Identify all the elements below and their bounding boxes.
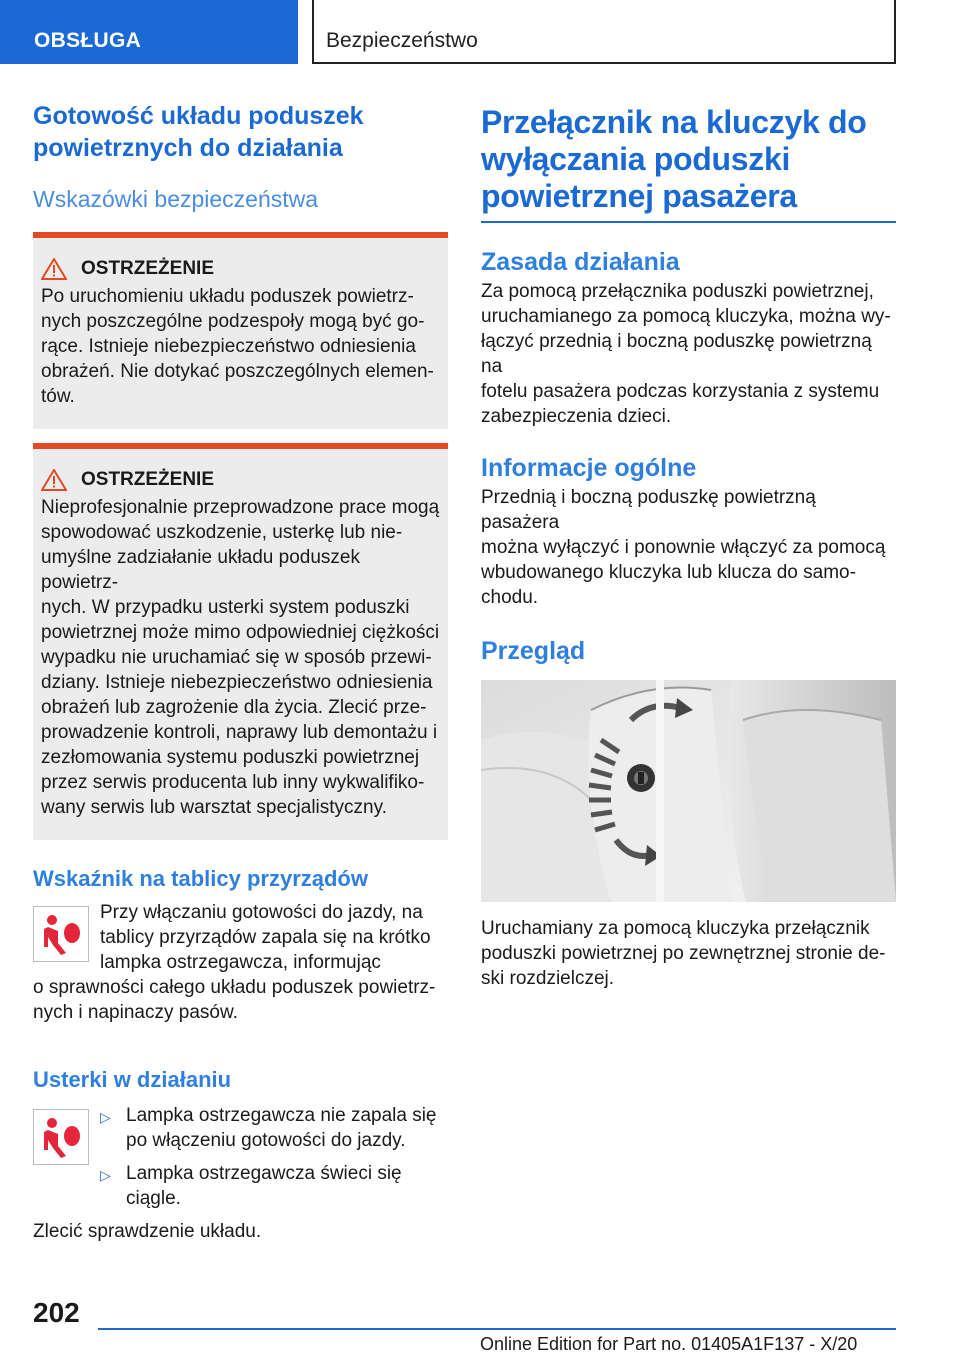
bullet-line: po włączeniu gotowości do jazdy. [126, 1130, 406, 1151]
indicator-line: tablicy przyrządów zapala się na krótko [100, 927, 431, 948]
warning-head [41, 258, 440, 280]
principle-text [481, 279, 896, 429]
warning-line: wypadku nie uruchamiać się w sposób przewi- [41, 647, 432, 668]
warning-line: umyślne zadziałanie układu poduszek powietrz- [41, 547, 360, 593]
indicator-text [100, 900, 431, 975]
warning-line: wany serwis lub warsztat specjalistyczny. [41, 797, 387, 818]
warning-box-1 [33, 232, 448, 429]
warning-triangle-icon [41, 469, 67, 491]
safety-subtitle: Wskazówki bezpieczeństwa [33, 186, 319, 212]
warning-line: obrażeń. Nie dotykać poszczególnych elemen- [41, 361, 434, 382]
right-column [481, 104, 896, 991]
faults-list [100, 1103, 437, 1211]
general-heading: Informacje ogólne [481, 454, 697, 482]
text-line: wbudowanego kluczyka lub klucza do samo- [481, 562, 856, 583]
list-item [100, 1103, 437, 1153]
warning-line: zezłomowania systemu poduszki powietrznej [41, 747, 420, 768]
edition-link[interactable]: Online Edition for Part no. 01405A1F137 - X/20 [480, 1334, 858, 1354]
section-title: Gotowość układu poduszek powietrznych do działania [33, 102, 364, 162]
photo-caption [481, 916, 896, 991]
caption-line: Uruchamiany za pomocą kluczyka przełącznik [481, 918, 870, 939]
title-line: Przełącznik na kluczyk do [481, 104, 867, 140]
warning-line: prowadzenie kontroli, naprawy lub demontażu i [41, 722, 438, 743]
warning-triangle-icon [41, 258, 67, 280]
warning-line: powietrznej może mimo odpowiedniej ciężkości [41, 622, 440, 643]
warning-line: tów. [41, 386, 75, 407]
bullet-line: Lampka ostrzegawcza świeci się [126, 1163, 402, 1184]
general-text [481, 485, 896, 610]
warning-line: Nieprofesjonalnie przeprowadzone prace mogą [41, 497, 440, 518]
warning-head [41, 469, 440, 491]
indicator-line: Przy włączaniu gotowości do jazdy, na [100, 902, 423, 923]
text-line: Za pomocą przełącznika poduszki powietrznej, [481, 281, 874, 302]
text-line: można wyłączyć i ponownie włączyć za pomocą [481, 537, 886, 558]
title-line: powietrznej pasażera [481, 178, 797, 214]
warning-line: rące. Istnieje niebezpieczeństwo odniesienia [41, 336, 416, 357]
faults-heading: Usterki w działaniu [33, 1067, 232, 1092]
warning-line: Po uruchomieniu układu poduszek powietrz- [41, 286, 414, 307]
warning-line: nych. W przypadku usterki system poduszki [41, 597, 410, 618]
title-rule [481, 221, 896, 223]
indicator-block [33, 900, 448, 975]
indicator-line: lampka ostrzegawcza, informując [100, 952, 381, 973]
left-column [33, 100, 448, 1244]
warning-line: przez serwis producenta lub inny wykwalifiko- [41, 772, 425, 793]
warning-line: nych poszczególne podzespoły mogą być go- [41, 311, 425, 332]
page-number: 202 [33, 1297, 80, 1328]
warning-line: obrażeń lub zagrożenie dla życia. Zlecić prze- [41, 697, 427, 718]
final-note: Zlecić sprawdzenie układu. [33, 1221, 262, 1242]
warning-box-2 [33, 443, 448, 840]
page-header [0, 0, 960, 66]
warning-line: dziany. Istnieje niebezpieczeństwo odniesienia [41, 672, 433, 693]
indicator-heading: Wskaźnik na tablicy przyrządów [33, 866, 368, 891]
switch-title [481, 104, 896, 215]
indicator-cont-line: o sprawności całego układu poduszek powietrz- [33, 977, 436, 998]
bullet-triangle-icon: ▷ [100, 1167, 111, 1183]
chapter-title: Bezpieczeństwo [312, 0, 896, 64]
bullet-line: ciągle. [126, 1188, 181, 1209]
text-line: fotelu pasażera podczas korzystania z systemu [481, 381, 880, 402]
overview-heading: Przegląd [481, 637, 586, 665]
warning-label: OSTRZEŻENIE [81, 469, 215, 490]
bullet-triangle-icon: ▷ [100, 1109, 111, 1125]
warning-label: OSTRZEŻENIE [81, 258, 215, 279]
faults-block [33, 1103, 448, 1211]
warning-line: spowodować uszkodzenie, usterkę lub nie- [41, 522, 403, 543]
text-line: uruchamianego za pomocą kluczyka, można wy- [481, 306, 891, 327]
airbag-switch-photo [481, 680, 896, 902]
text-line: chodu. [481, 587, 539, 608]
list-item [100, 1161, 437, 1211]
airbag-warning-icon [33, 906, 89, 962]
text-line: Przednią i boczną poduszkę powietrzną pasażera [481, 487, 816, 533]
caption-line: poduszki powietrznej po zewnętrznej stronie de- [481, 943, 886, 964]
indicator-cont-line: nych i napinaczy pasów. [33, 1002, 238, 1023]
title-line: wyłączania poduszki [481, 141, 791, 177]
caption-line: ski rozdzielczej. [481, 968, 615, 989]
bullet-line: Lampka ostrzegawcza nie zapala się [126, 1105, 437, 1126]
text-line: zabezpieczenia dzieci. [481, 406, 672, 427]
section-tab: OBSŁUGA [0, 0, 298, 64]
airbag-warning-icon [33, 1109, 89, 1165]
footer-rule [98, 1328, 896, 1330]
text-line: łączyć przednią i boczną poduszkę powietrzną na [481, 331, 872, 377]
principle-heading: Zasada działania [481, 248, 680, 276]
